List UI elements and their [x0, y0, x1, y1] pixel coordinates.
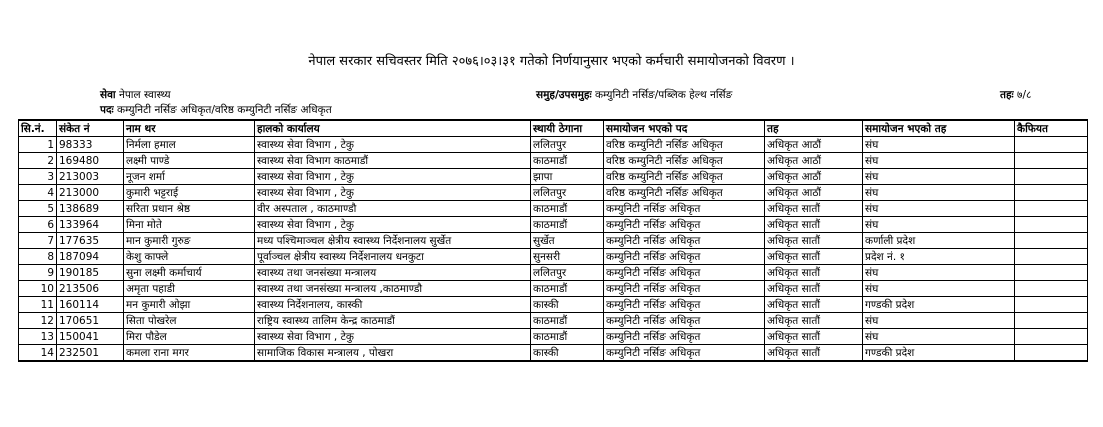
- row-name: कमला राना मगर: [124, 345, 255, 362]
- row-address: ललितपुर: [531, 265, 604, 281]
- row-office: स्वास्थ्य सेवा विभाग काठमाडौं: [255, 153, 531, 169]
- row-address: कास्की: [531, 297, 604, 313]
- post-label: पदः: [100, 104, 114, 116]
- row-code: 150041: [57, 329, 124, 345]
- table-row: [19, 217, 1088, 233]
- row-remark: [1015, 297, 1088, 313]
- row-name: केशु काफ्ले: [124, 249, 255, 265]
- table-row: [19, 185, 1088, 201]
- row-level: अधिकृत आठौं: [765, 185, 863, 201]
- row-adjusted-level: संघ: [863, 153, 1015, 169]
- row-office: स्वास्थ्य सेवा विभाग , टेकु: [255, 185, 531, 201]
- row-address: सुनसरी: [531, 249, 604, 265]
- row-code: 170651: [57, 313, 124, 329]
- row-adjusted-level: संघ: [863, 217, 1015, 233]
- row-remark: [1015, 169, 1088, 185]
- row-address: काठमाडौं: [531, 329, 604, 345]
- row-post: कम्युनिटी नर्सिङ अधिकृत: [604, 297, 765, 313]
- row-adjusted-level: संघ: [863, 329, 1015, 345]
- row-serial: 10: [19, 281, 57, 297]
- table-row: [19, 265, 1088, 281]
- row-post: कम्युनिटी नर्सिङ अधिकृत: [604, 281, 765, 297]
- row-serial: 4: [19, 185, 57, 201]
- row-post: कम्युनिटी नर्सिङ अधिकृत: [604, 201, 765, 217]
- row-adjusted-level: गण्डकी प्रदेश: [863, 297, 1015, 313]
- row-level: अधिकृत आठौं: [765, 169, 863, 185]
- group-value: कम्युनिटी नर्सिङ/पब्लिक हेल्थ नर्सिङ: [594, 89, 733, 101]
- row-address: काठमाडौं: [531, 281, 604, 297]
- row-adjusted-level: संघ: [863, 313, 1015, 329]
- row-serial: 5: [19, 201, 57, 217]
- table-row: [19, 201, 1088, 217]
- row-code: 213506: [57, 281, 124, 297]
- row-code: 138689: [57, 201, 124, 217]
- row-adjusted-level: संघ: [863, 185, 1015, 201]
- row-address: ललितपुर: [531, 185, 604, 201]
- row-adjusted-level: प्रदेश नं. १: [863, 249, 1015, 265]
- row-office: स्वास्थ्य सेवा विभाग , टेकु: [255, 137, 531, 153]
- column-header: हालको कार्यालय: [255, 120, 531, 137]
- column-header: नाम थर: [124, 120, 255, 137]
- row-name: मिना मोते: [124, 217, 255, 233]
- row-code: 213000: [57, 185, 124, 201]
- row-level: अधिकृत सातौं: [765, 249, 863, 265]
- row-address: काठमाडौं: [531, 217, 604, 233]
- row-level: अधिकृत आठौं: [765, 153, 863, 169]
- row-serial: 14: [19, 345, 57, 362]
- column-header: सि.नं.: [19, 120, 57, 137]
- service-value: नेपाल स्वास्थ्य: [119, 89, 171, 101]
- row-serial: 2: [19, 153, 57, 169]
- group-label: समुह/उपसमुहः: [536, 89, 592, 101]
- row-office: स्वास्थ्य सेवा विभाग , टेकु: [255, 329, 531, 345]
- row-name: कुमारी भट्टराई: [124, 185, 255, 201]
- row-remark: [1015, 153, 1088, 169]
- row-post: कम्युनिटी नर्सिङ अधिकृत: [604, 249, 765, 265]
- row-remark: [1015, 137, 1088, 153]
- row-name: निर्मला हमाल: [124, 137, 255, 153]
- row-code: 187094: [57, 249, 124, 265]
- row-serial: 8: [19, 249, 57, 265]
- row-name: मिरा पौडेल: [124, 329, 255, 345]
- row-level: अधिकृत सातौं: [765, 201, 863, 217]
- row-serial: 9: [19, 265, 57, 281]
- row-serial: 6: [19, 217, 57, 233]
- row-post: वरिष्ठ कम्युनिटी नर्सिङ अधिकृत: [604, 153, 765, 169]
- post-info: [100, 103, 332, 117]
- row-address: ललितपुर: [531, 137, 604, 153]
- row-address: काठमाडौं: [531, 201, 604, 217]
- row-code: 190185: [57, 265, 124, 281]
- row-name: सुना लक्ष्मी कर्माचार्य: [124, 265, 255, 281]
- table-row: [19, 313, 1088, 329]
- table-row: [19, 169, 1088, 185]
- row-address: काठमाडौं: [531, 313, 604, 329]
- level-info: [1000, 88, 1032, 102]
- row-name: लक्ष्मी पाण्डे: [124, 153, 255, 169]
- row-office: वीर अस्पताल , काठमाण्डौ: [255, 201, 531, 217]
- row-serial: 11: [19, 297, 57, 313]
- row-adjusted-level: गण्डकी प्रदेश: [863, 345, 1015, 362]
- table-row: [19, 297, 1088, 313]
- row-post: कम्युनिटी नर्सिङ अधिकृत: [604, 217, 765, 233]
- row-address: सुर्खेत: [531, 233, 604, 249]
- row-level: अधिकृत सातौं: [765, 233, 863, 249]
- row-remark: [1015, 249, 1088, 265]
- row-name: मान कुमारी गुरुङ: [124, 233, 255, 249]
- table-row: [19, 153, 1088, 169]
- level-value: ७/८: [1017, 89, 1032, 101]
- row-adjusted-level: संघ: [863, 169, 1015, 185]
- row-serial: 3: [19, 169, 57, 185]
- table-row: [19, 249, 1088, 265]
- row-office: स्वास्थ्य तथा जनसंख्या मन्त्रालय ,काठमाण्डौ: [255, 281, 531, 297]
- row-serial: 12: [19, 313, 57, 329]
- row-level: अधिकृत सातौं: [765, 265, 863, 281]
- row-office: स्वास्थ्य सेवा विभाग , टेकु: [255, 217, 531, 233]
- row-name: नूजन शर्मा: [124, 169, 255, 185]
- level-label: तहः: [1000, 89, 1014, 101]
- post-value: कम्युनिटी नर्सिङ अधिकृत/वरिष्ठ कम्युनिटी नर्सिङ अधिकृत: [117, 104, 332, 116]
- row-remark: [1015, 329, 1088, 345]
- row-serial: 13: [19, 329, 57, 345]
- row-remark: [1015, 265, 1088, 281]
- row-code: 177635: [57, 233, 124, 249]
- row-address: काठमाडौं: [531, 153, 604, 169]
- row-remark: [1015, 313, 1088, 329]
- column-header: स्थायी ठेगाना: [531, 120, 604, 137]
- table-body: [19, 137, 1088, 362]
- employee-table: [18, 119, 1088, 362]
- row-code: 160114: [57, 297, 124, 313]
- row-code: 133964: [57, 217, 124, 233]
- row-level: अधिकृत आठौं: [765, 137, 863, 153]
- row-post: कम्युनिटी नर्सिङ अधिकृत: [604, 265, 765, 281]
- row-serial: 7: [19, 233, 57, 249]
- row-remark: [1015, 281, 1088, 297]
- row-post: कम्युनिटी नर्सिङ अधिकृत: [604, 345, 765, 362]
- row-post: कम्युनिटी नर्सिङ अधिकृत: [604, 329, 765, 345]
- table-row: [19, 281, 1088, 297]
- group-info: [536, 88, 732, 102]
- row-code: 98333: [57, 137, 124, 153]
- row-remark: [1015, 217, 1088, 233]
- row-office: पूर्वाञ्चल क्षेत्रीय स्वास्थ्य निर्देशनालय धनकुटा: [255, 249, 531, 265]
- row-serial: 1: [19, 137, 57, 153]
- row-remark: [1015, 201, 1088, 217]
- row-office: सामाजिक विकास मन्त्रालय , पोखरा: [255, 345, 531, 362]
- row-office: मध्य पश्चिमाञ्चल क्षेत्रीय स्वास्थ्य निर्देशनालय सुर्खेत: [255, 233, 531, 249]
- row-name: मन कुमारी ओझा: [124, 297, 255, 313]
- row-level: अधिकृत सातौं: [765, 281, 863, 297]
- table-row: [19, 233, 1088, 249]
- row-name: सिता पोखरेल: [124, 313, 255, 329]
- row-adjusted-level: संघ: [863, 281, 1015, 297]
- row-code: 169480: [57, 153, 124, 169]
- row-name: सरिता प्रधान श्रेष्ठ: [124, 201, 255, 217]
- row-remark: [1015, 233, 1088, 249]
- row-office: राष्ट्रिय स्वास्थ्य तालिम केन्द्र काठमाडौं: [255, 313, 531, 329]
- row-level: अधिकृत सातौं: [765, 313, 863, 329]
- row-level: अधिकृत सातौं: [765, 329, 863, 345]
- row-level: अधिकृत सातौं: [765, 217, 863, 233]
- row-office: स्वास्थ्य तथा जनसंख्या मन्त्रालय: [255, 265, 531, 281]
- row-code: 213003: [57, 169, 124, 185]
- row-office: स्वास्थ्य सेवा विभाग , टेकु: [255, 169, 531, 185]
- table-row: [19, 345, 1088, 362]
- row-address: कास्की: [531, 345, 604, 362]
- column-header: तह: [765, 120, 863, 137]
- row-code: 232501: [57, 345, 124, 362]
- row-adjusted-level: संघ: [863, 201, 1015, 217]
- row-post: वरिष्ठ कम्युनिटी नर्सिङ अधिकृत: [604, 169, 765, 185]
- service-info: [100, 88, 171, 102]
- row-address: झापा: [531, 169, 604, 185]
- row-name: अमृता पहाडी: [124, 281, 255, 297]
- column-header: संकेत नं: [57, 120, 124, 137]
- table-row: [19, 137, 1088, 153]
- row-adjusted-level: कर्णाली प्रदेश: [863, 233, 1015, 249]
- row-remark: [1015, 345, 1088, 362]
- table-header-row: [19, 120, 1088, 137]
- row-post: वरिष्ठ कम्युनिटी नर्सिङ अधिकृत: [604, 137, 765, 153]
- row-office: स्वास्थ्य निर्देशनालय, कास्की: [255, 297, 531, 313]
- service-label: सेवा: [100, 89, 116, 101]
- row-post: कम्युनिटी नर्सिङ अधिकृत: [604, 313, 765, 329]
- row-post: वरिष्ठ कम्युनिटी नर्सिङ अधिकृत: [604, 185, 765, 201]
- table-row: [19, 329, 1088, 345]
- column-header: समायोजन भएको तह: [863, 120, 1015, 137]
- page-title: नेपाल सरकार सचिवस्तर मिति २०७६।०३।३१ गतेको निर्णयानुसार भएको कर्मचारी समायोजनको विवरण ।: [308, 54, 795, 69]
- row-level: अधिकृत सातौं: [765, 297, 863, 313]
- column-header: समायोजन भएको पद: [604, 120, 765, 137]
- row-adjusted-level: संघ: [863, 265, 1015, 281]
- row-post: कम्युनिटी नर्सिङ अधिकृत: [604, 233, 765, 249]
- row-remark: [1015, 185, 1088, 201]
- column-header: कैफियत: [1015, 120, 1088, 137]
- row-level: अधिकृत सातौं: [765, 345, 863, 362]
- row-adjusted-level: संघ: [863, 137, 1015, 153]
